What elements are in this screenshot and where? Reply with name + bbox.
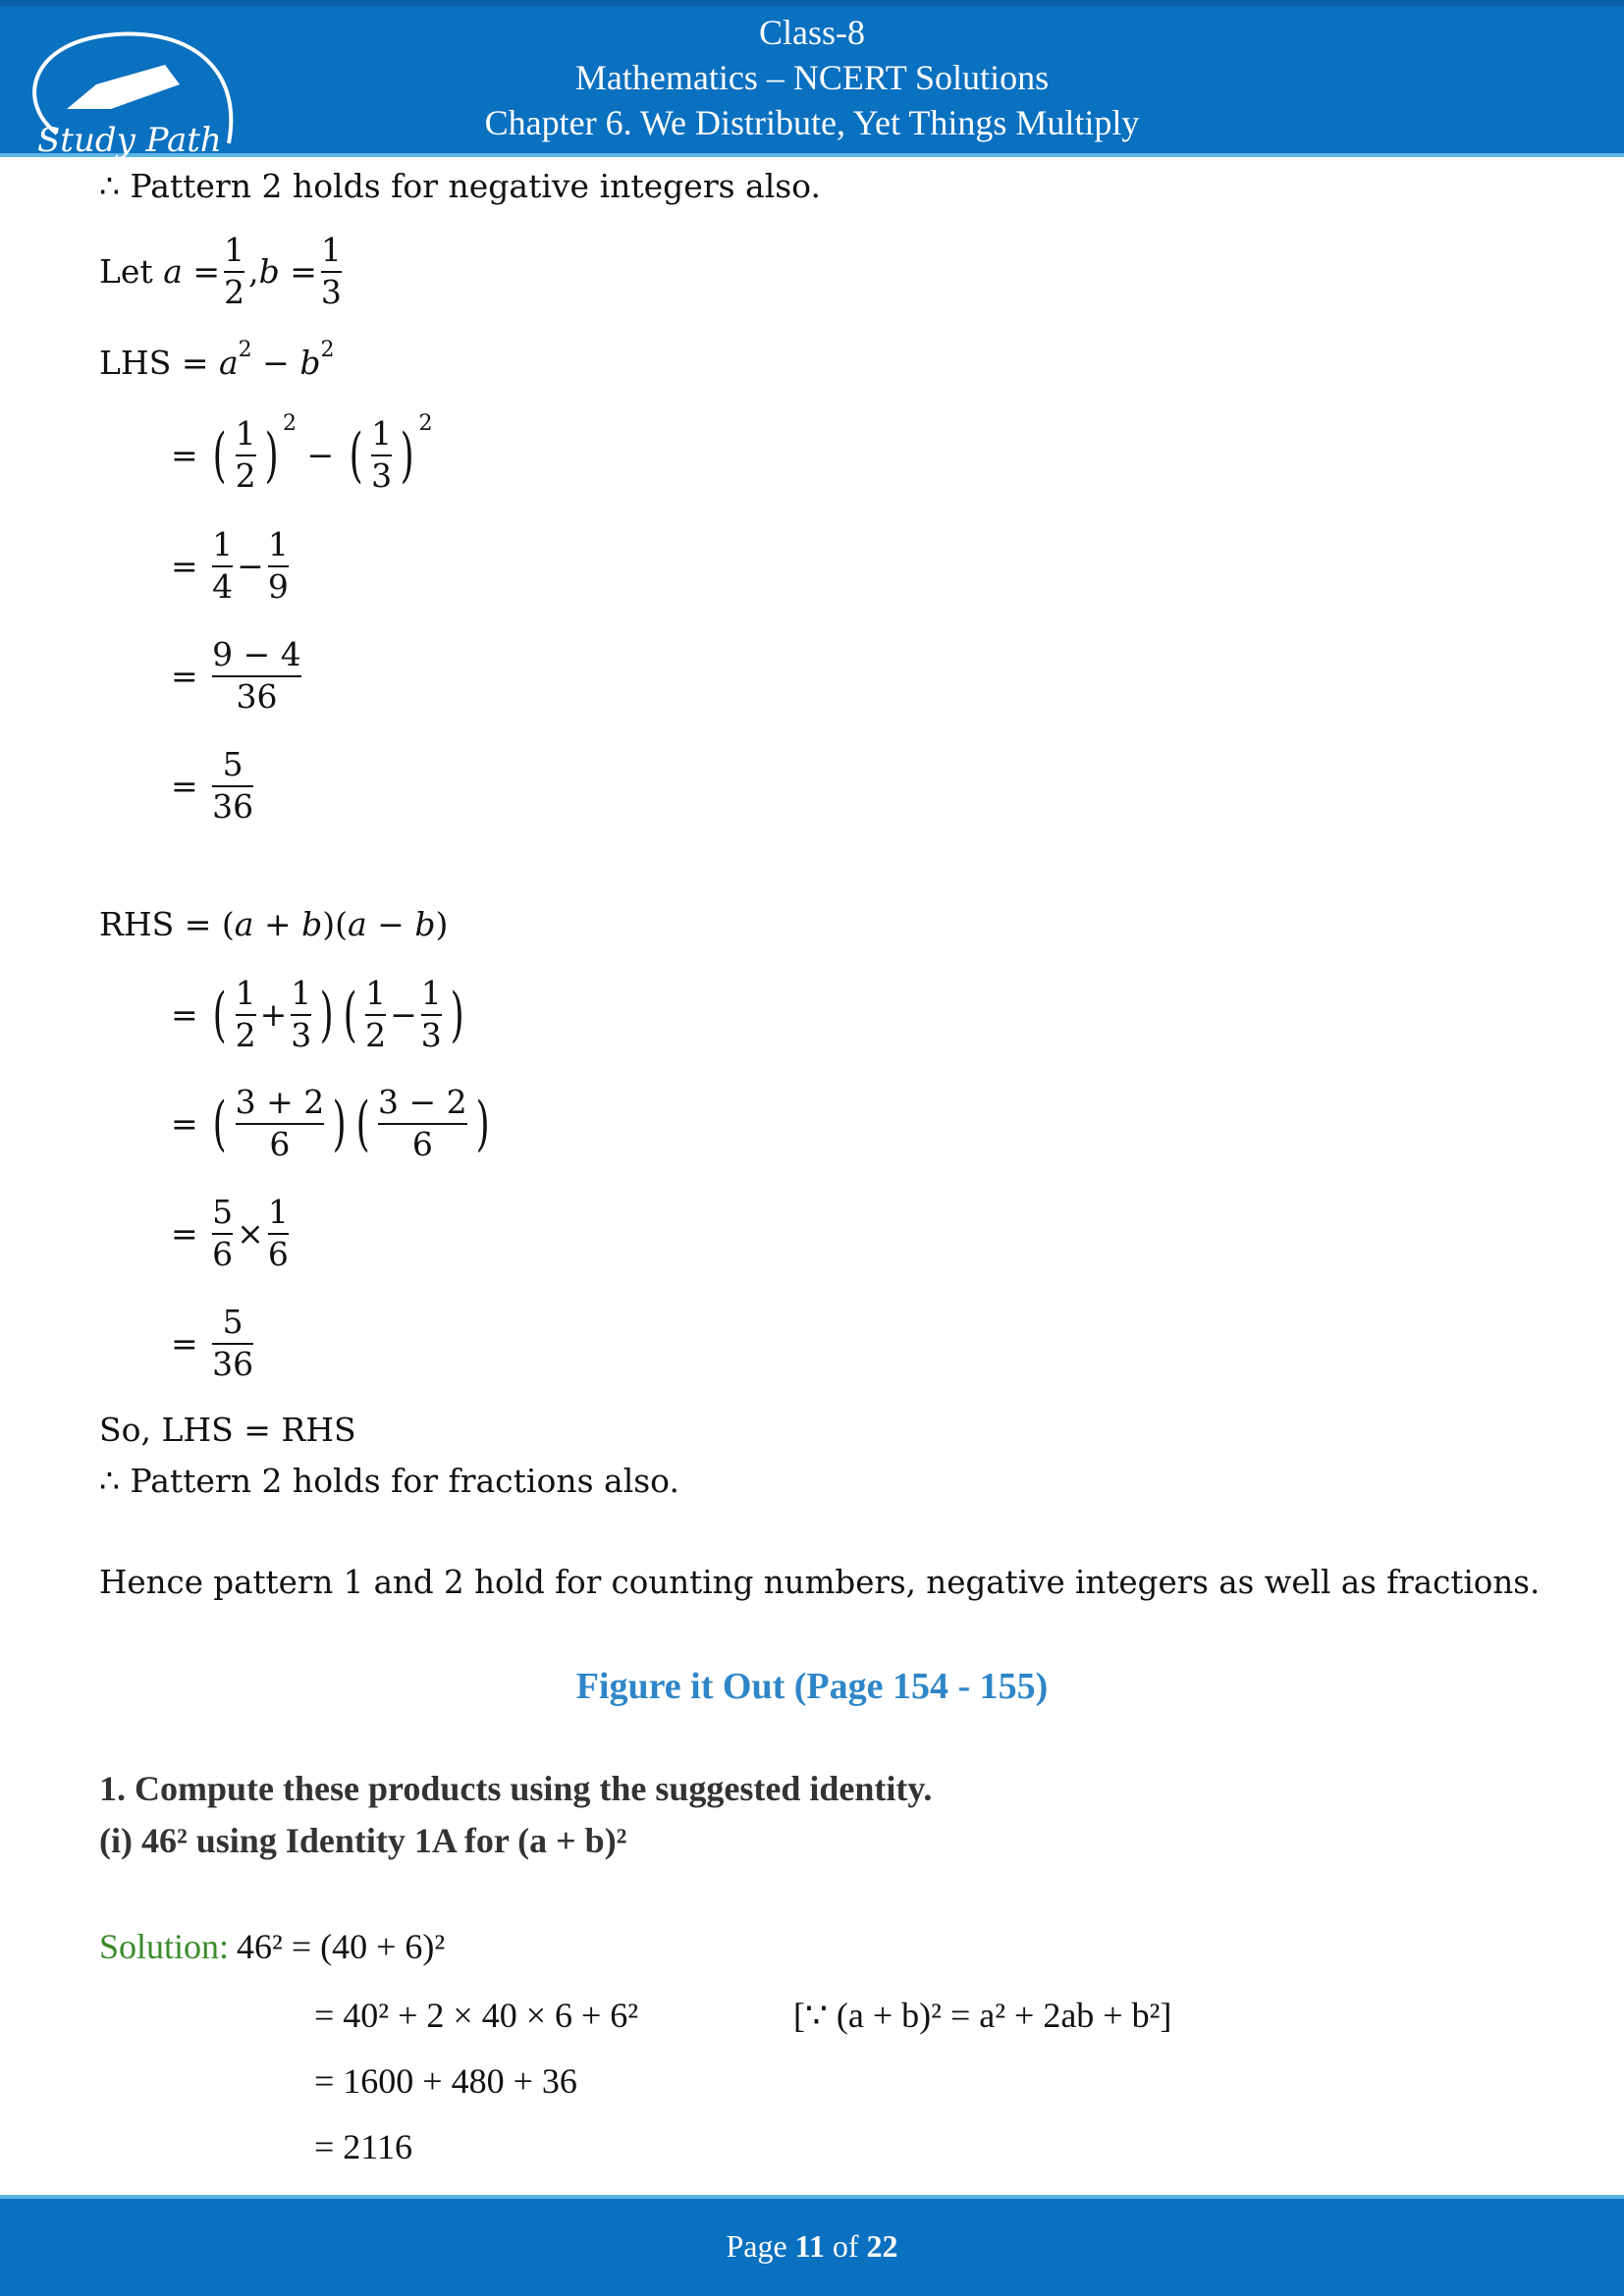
solution-step: 46² = (40 + 6)² <box>237 1927 446 1966</box>
step-line: = $\frac{1}{4}$ − $\frac{1}{9}$ <box>171 525 289 606</box>
question-1-i: (i) 46² using Identity 1A for (a + b)² <box>99 1821 627 1860</box>
section-title: Figure it Out (Page 154 - 155) <box>575 1666 1049 1707</box>
fraction: $\frac{1}{3}$ <box>320 231 342 311</box>
question-1: 1. Compute these products using the suggested identity. <box>99 1769 933 1808</box>
step-line: = $\frac{5}{36}$ <box>171 745 254 826</box>
eq: = <box>192 252 221 292</box>
header-subject: Mathematics – NCERT Solutions <box>574 58 1050 97</box>
fraction: $\frac{1}{2}$ <box>224 231 245 311</box>
step-line: = $\frac{9 - 4}{36}$ <box>171 635 301 716</box>
solution-step: = 2116 <box>314 2127 412 2166</box>
header-banner <box>0 0 1624 157</box>
let-word: Let <box>99 252 153 292</box>
step-line: = ( $\frac{1}{2}$ ) 2 − ( $\frac{1}{3}$ ) 2 <box>171 411 433 495</box>
var-a: a <box>163 252 183 292</box>
step-line: = $\frac{5}{36}$ <box>171 1303 254 1383</box>
rhs-label: RHS <box>99 905 175 943</box>
let-line <box>99 231 346 311</box>
conclusion-line: Hence pattern 1 and 2 hold for counting numbers, negative integers as well as fractions. <box>99 1564 1541 1601</box>
solution-line <box>99 1926 445 1967</box>
var-b: b <box>258 252 280 292</box>
step-line: = ( $\frac{3 + 2}{6}$ ) ( $\frac{3 - 2}{6}$ ) <box>171 1083 490 1163</box>
eq: = <box>290 252 317 292</box>
text-line: ∴ Pattern 2 holds for fractions also. <box>99 1462 679 1500</box>
lhs-label: LHS <box>99 344 172 382</box>
footer-page-number: Page 11 of 22 <box>0 2195 1624 2296</box>
lhs-line: LHS = a 2 − b 2 <box>99 338 335 382</box>
solution-label: Solution: <box>99 1927 230 1966</box>
rhs-line: RHS = ( a + b ) ( a − b ) <box>99 905 449 943</box>
solution-step: = 1600 + 480 + 36 <box>314 2061 577 2101</box>
header-chapter: Chapter 6. We Distribute, Yet Things Multiply <box>484 103 1140 142</box>
step-line: = $\frac{5}{6}$ × $\frac{1}{6}$ <box>171 1193 289 1273</box>
text-line: So, LHS = RHS <box>99 1411 356 1449</box>
solution-step: = 40² + 2 × 40 × 6 + 6² <box>314 1996 639 2035</box>
header-class: Class-8 <box>759 13 865 52</box>
identity-note: [∵ (a + b)² = a² + 2ab + b²] <box>793 1996 1172 2035</box>
svg-text:Study Path: Study Path <box>37 121 222 158</box>
comma: , <box>248 252 259 292</box>
text-line: ∴ Pattern 2 holds for negative integers also. <box>99 167 821 205</box>
step-line: = ( $\frac{1}{2}$ + $\frac{1}{3}$ ) ( $\frac{1}{2}$ − $\frac{1}{3}$ ) <box>171 974 464 1054</box>
